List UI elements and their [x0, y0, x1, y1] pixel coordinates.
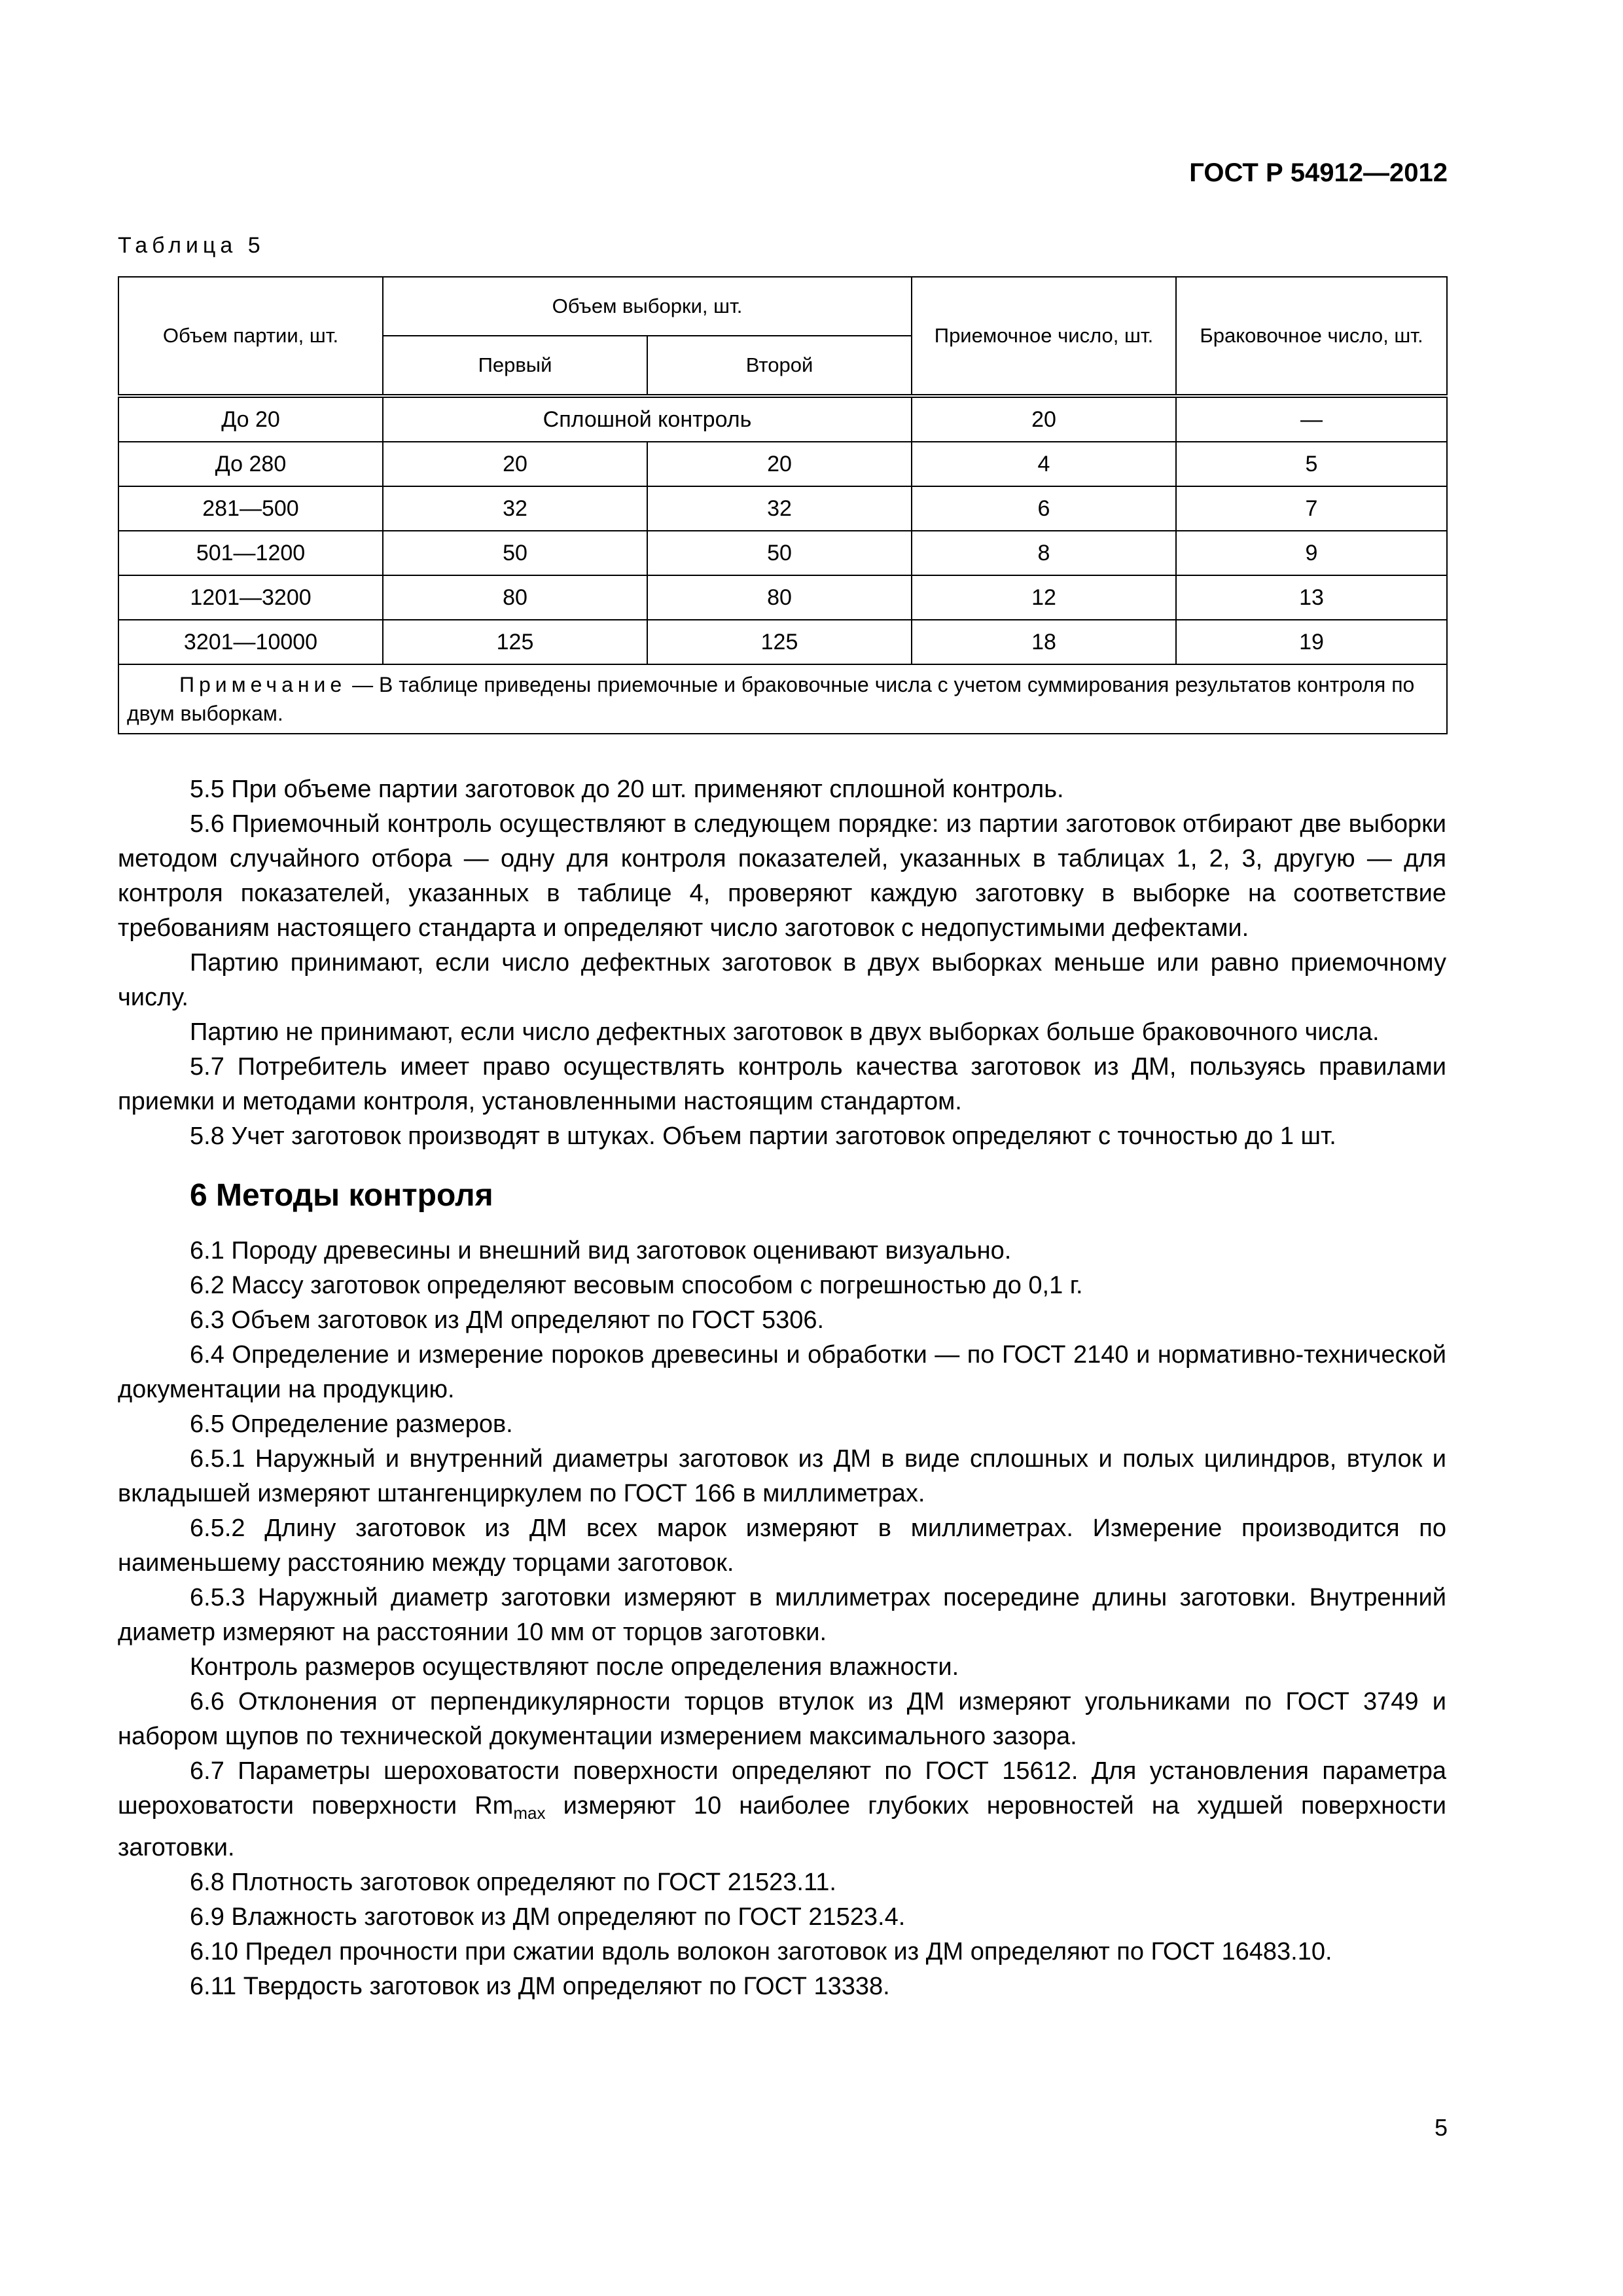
- paragraph-6-1: 6.1 Породу древесины и внешний вид заготовок оценивают визуально.: [190, 1237, 1012, 1265]
- paragraph-6-6: 6.6 Отклонения от перпендикулярности торцов втулок из ДМ измеряют угольниками по ГОСТ 3749 и набором щупов по технической документации измерением максимального зазора.: [118, 1688, 1446, 1750]
- body-text: [118, 772, 1446, 2004]
- header-first: Первый: [383, 336, 647, 396]
- paragraph-6-10: 6.10 Предел прочности при сжатии вдоль волокон заготовок из ДМ определяют по ГОСТ 16483.10.: [190, 1938, 1332, 1965]
- cell-first: 32: [383, 486, 647, 531]
- table-note-row: [118, 664, 1447, 734]
- cell-accept: 18: [912, 620, 1176, 664]
- header-second: Второй: [647, 336, 912, 396]
- paragraph-5-6: 5.6 Приемочный контроль осуществляют в следующем порядке: из партии заготовок отбирают две выборки методом случайного отбора — одну для контроля показателей, указанных в таблицах 1, 2, 3, другую — для контроля показателей, указанных в таблице 4, проверяют каждую заготовку в выборке на соответствие требованиям настоящего стандарта и определяют число заготовок с недопустимыми дефектами.: [118, 810, 1446, 942]
- cell-first: 50: [383, 531, 647, 575]
- paragraph-6-3: 6.3 Объем заготовок из ДМ определяют по ГОСТ 5306.: [190, 1306, 825, 1334]
- paragraph-6-2: 6.2 Массу заготовок определяют весовым способом с погрешностью до 0,1 г.: [190, 1272, 1083, 1299]
- paragraph-6-5-1: 6.5.1 Наружный и внутренний диаметры заготовок из ДМ в виде сплошных и полых цилиндров, втулок и вкладышей измеряют штангенциркулем по ГОСТ 166 в миллиметрах.: [118, 1445, 1446, 1507]
- cell-first: 80: [383, 575, 647, 620]
- paragraph-5-6-accept: Партию принимают, если число дефектных заготовок в двух выборках меньше или равно приемочному числу.: [118, 949, 1446, 1011]
- table-5: [118, 276, 1448, 734]
- paragraph-5-7: 5.7 Потребитель имеет право осуществлять контроль качества заготовок из ДМ, пользуясь правилами приемки и методами контроля, установленными настоящим стандартом.: [118, 1053, 1446, 1115]
- table-caption: Таблица 5: [118, 233, 265, 258]
- cell-second: 80: [647, 575, 912, 620]
- cell-lot: 281—500: [118, 486, 383, 531]
- table-row: [118, 442, 1447, 486]
- table-row: [118, 575, 1447, 620]
- paragraph-6-5-3: 6.5.3 Наружный диаметр заготовки измеряют в миллиметрах посередине длины заготовки. Внутренний диаметр измеряют на расстоянии 10 мм от торцов заготовки.: [118, 1584, 1446, 1646]
- table-note: [118, 664, 1447, 734]
- section-6-heading: 6 Методы контроля: [190, 1178, 493, 1213]
- cell-reject: 9: [1176, 531, 1447, 575]
- cell-accept: 6: [912, 486, 1176, 531]
- cell-lot: 501—1200: [118, 531, 383, 575]
- table-row: [118, 620, 1447, 664]
- cell-second: 20: [647, 442, 912, 486]
- paragraph-6-4: 6.4 Определение и измерение пороков древесины и обработки — по ГОСТ 2140 и нормативно-технической документации на продукцию.: [118, 1341, 1446, 1403]
- header-accept: Приемочное число, шт.: [912, 277, 1176, 396]
- note-label: Примечание: [179, 673, 347, 696]
- cell-sample: Сплошной контроль: [383, 396, 912, 442]
- paragraph-5-8: 5.8 Учет заготовок производят в штуках. Объем партии заготовок определяют с точностью до 1 шт.: [190, 1122, 1336, 1150]
- cell-second: 50: [647, 531, 912, 575]
- cell-first: 125: [383, 620, 647, 664]
- paragraph-6-11: 6.11 Твердость заготовок из ДМ определяют по ГОСТ 13338.: [190, 1973, 890, 2000]
- paragraph-6-7-part-a: 6.7 Параметры шероховатости поверхности определяют по ГОСТ 15612. Для установления параметра шероховатости поверхности Rm: [118, 1757, 1446, 1820]
- cell-accept: 20: [912, 396, 1176, 442]
- cell-lot: До 20: [118, 396, 383, 442]
- cell-reject: 5: [1176, 442, 1447, 486]
- cell-first: 20: [383, 442, 647, 486]
- table-row: [118, 531, 1447, 575]
- cell-reject: 19: [1176, 620, 1447, 664]
- document-code: ГОСТ Р 54912—2012: [1189, 158, 1448, 187]
- cell-second: 32: [647, 486, 912, 531]
- cell-accept: 4: [912, 442, 1176, 486]
- page-number: 5: [1434, 2114, 1448, 2141]
- paragraph-6-7-part-b: измеряют 10 наиболее глубоких неровностей на худшей поверхности заготовки.: [118, 1792, 1447, 1861]
- cell-lot: До 280: [118, 442, 383, 486]
- cell-reject: 7: [1176, 486, 1447, 531]
- cell-accept: 12: [912, 575, 1176, 620]
- paragraph-6-5-2: 6.5.2 Длину заготовок из ДМ всех марок измеряют в миллиметрах. Измерение производится по наименьшему расстоянию между торцами заготовок.: [118, 1515, 1446, 1577]
- cell-lot: 3201—10000: [118, 620, 383, 664]
- paragraph-6-7: [118, 1754, 1446, 1865]
- paragraph-6-8: 6.8 Плотность заготовок определяют по ГОСТ 21523.11.: [190, 1869, 836, 1896]
- note-text: — В таблице приведены приемочные и браковочные числа с учетом суммирования результатов контроля по двум выборкам.: [127, 673, 1415, 725]
- header-reject: Браковочное число, шт.: [1176, 277, 1447, 396]
- header-sample: Объем выборки, шт.: [383, 277, 912, 336]
- cell-reject: 13: [1176, 575, 1447, 620]
- cell-lot: 1201—3200: [118, 575, 383, 620]
- table-row: [118, 396, 1447, 442]
- paragraph-6-9: 6.9 Влажность заготовок из ДМ определяют по ГОСТ 21523.4.: [190, 1903, 906, 1931]
- paragraph-5-5: 5.5 При объеме партии заготовок до 20 шт. применяют сплошной контроль.: [190, 776, 1064, 803]
- cell-reject: —: [1176, 396, 1447, 442]
- cell-second: 125: [647, 620, 912, 664]
- paragraph-6-5-3-note: Контроль размеров осуществляют после определения влажности.: [190, 1653, 959, 1681]
- table-row: [118, 486, 1447, 531]
- paragraph-5-6-reject: Партию не принимают, если число дефектных заготовок в двух выборках больше браковочного числа.: [190, 1018, 1380, 1046]
- paragraph-6-5: 6.5 Определение размеров.: [190, 1410, 513, 1438]
- header-lot: Объем партии, шт.: [118, 277, 383, 396]
- cell-accept: 8: [912, 531, 1176, 575]
- paragraph-6-7-subscript: max: [513, 1803, 546, 1823]
